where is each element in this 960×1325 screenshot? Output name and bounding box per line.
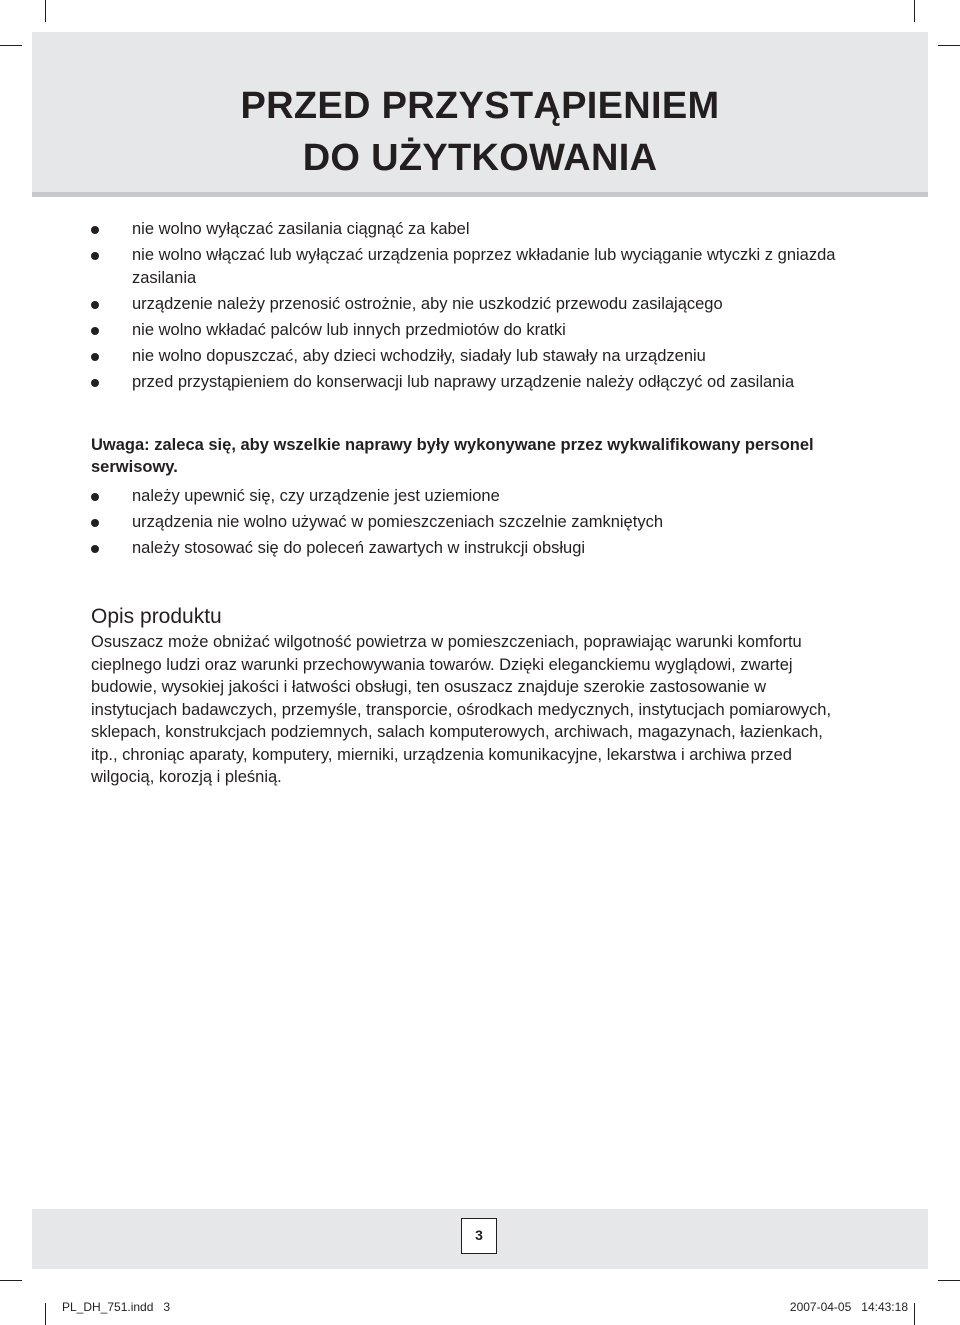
slug-filename: PL_DH_751.indd 3 [62, 1300, 171, 1314]
bullet-icon [91, 252, 99, 260]
warning-note: Uwaga: zaleca się, aby wszelkie naprawy były wykonywane przez wykwalifikowany personel serwisowy. [91, 436, 814, 476]
crop-mark [45, 0, 46, 22]
bullet-icon [91, 379, 99, 387]
main-content [91, 218, 851, 789]
list-item: urządzenie należy przenosić ostrożnie, aby nie uszkodzić przewodu zasilającego [91, 293, 851, 316]
slug-timestamp: 2007-04-05 14:43:18 [789, 1300, 908, 1314]
crop-mark [914, 1303, 915, 1325]
safety-list [91, 218, 851, 394]
section-heading: Opis produktu [91, 605, 222, 628]
list-item: nie wolno włączać lub wyłączać urządzenia poprzez wkładanie lub wyciąganie wtyczki z gniazda zasilania [91, 244, 851, 290]
bullet-icon [91, 493, 99, 501]
bullet-icon [91, 353, 99, 361]
crop-mark [938, 1280, 960, 1281]
list-item: należy stosować się do poleceń zawartych w instrukcji obsługi [91, 537, 851, 560]
crop-mark [45, 1303, 46, 1325]
crop-mark [938, 45, 960, 46]
list-item: nie wolno dopuszczać, aby dzieci wchodziły, siadały lub stawały na urządzeniu [91, 345, 851, 368]
bullet-icon [91, 545, 99, 553]
product-description: Osuszacz może obniżać wilgotność powietrza w pomieszczeniach, poprawiając warunki komfortu cieplnego ludzi oraz warunki przechowywania towarów. Dzięki eleganckiemu wyglądowi, zwartej budowie, wysokiej jakości i łatwości obsługi, ten osuszacz znajduje szerokie zastosowanie w instytucjach badawczych, przemyśle, transporcie, ośrodkach medycznych, instytucjach pomiarowych, sklepach, konstrukcjach podziemnych, salach komputerowych, archiwach, magazynach, łazienkach, itp., chroniąc aparaty, komputery, mierniki, urządzenia komunikacyjne, lekarstwa i archiwa przed wilgocią, korozją i pleśnią. [91, 633, 832, 786]
bullet-icon [91, 226, 99, 234]
bullet-icon [91, 327, 99, 335]
list-item: urządzenia nie wolno używać w pomieszczeniach szczelnie zamkniętych [91, 511, 851, 534]
crop-mark [0, 45, 22, 46]
bullet-icon [91, 519, 99, 527]
list-item: przed przystąpieniem do konserwacji lub naprawy urządzenie należy odłączyć od zasilania [91, 371, 851, 394]
bullet-icon [91, 301, 99, 309]
crop-mark [914, 0, 915, 22]
page-title-line-1: PRZED PRZYSTĄPIENIEM [240, 85, 720, 127]
list-item: nie wolno wkładać palców lub innych przedmiotów do kratki [91, 319, 851, 342]
list-item: nie wolno wyłączać zasilania ciągnąć za kabel [91, 218, 851, 241]
crop-mark [0, 1280, 22, 1281]
page-number: 3 [461, 1218, 497, 1254]
page-title-line-2: DO UŻYTKOWANIA [302, 137, 658, 179]
list-item: należy upewnić się, czy urządzenie jest uziemione [91, 485, 851, 508]
grounding-list [91, 485, 851, 560]
